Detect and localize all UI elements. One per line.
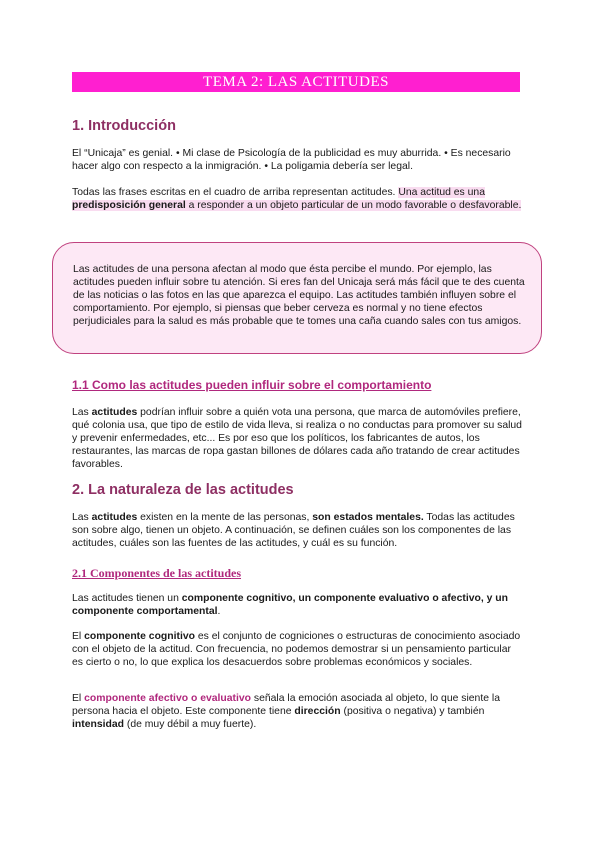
section-heading-naturaleza: 2. La naturaleza de las actitudes (72, 482, 294, 498)
callout-box (52, 242, 542, 354)
cog-a: El (72, 631, 85, 642)
nature-paragraph (72, 511, 524, 550)
p11-b: podrían influir sobre a quién vota una persona, que marca de automóviles prefiere, qué colonia usa, que tipo de estilo de vida lleva, si realiza o no conductas para promover su salud y prevenir enfermedades, etc... Es por eso que los políticos, los fabricantes de autos, los restaurantes, las marcas de ropa gastan billones de dólares cada año tratando de crear actitudes favorables. (72, 407, 522, 470)
p11-a: Las (72, 407, 92, 418)
af-c: (positiva o negativa) y también (340, 706, 485, 717)
subsection-heading-2-1: 2.1 Componentes de las actitudes (72, 566, 242, 580)
affective-component-paragraph (72, 692, 524, 731)
components-intro (72, 592, 524, 618)
definition-highlight-1: Una actitud es una (398, 187, 485, 198)
definition-highlight-2: a responder a un objeto particular de un modo favorable o desfavorable. (185, 200, 522, 211)
p2-b: existen en la mente de las personas, (137, 512, 313, 523)
definition-bold: predisposición general (72, 200, 186, 211)
p2-c: Todas las actitudes son sobre algo, tienen un objeto. A continuación, se definen cuáles son los componentes de las actitudes, cuáles son las fuentes de las actitudes, y cuál es su función. (72, 512, 515, 549)
section-heading-introduccion: 1. Introducción (72, 118, 176, 134)
af-bold3: intensidad (72, 719, 124, 730)
callout-text: Las actitudes de una persona afectan al modo que ésta percibe el mundo. Por ejemplo, las actitudes pueden influir sobre tu atención. Si eres fan del Unicaja será más fácil que te des cuenta de las noticias o las fotos en las que aparezca el equipo. Las actitudes también influyen sobre el comportamiento. Por ejemplo, si piensas que beber cerveza es normal y no tiene efectos perjudiciales para la salud es más probable que te tomes una caña cuando sales con tus amigos. (73, 264, 525, 327)
attitude-definition (72, 186, 524, 212)
af-bold2: dirección (294, 706, 341, 717)
definition-lead: Todas las frases escritas en el cuadro de arriba representan actitudes. (72, 187, 399, 198)
af-bold: componente afectivo o evaluativo (84, 693, 252, 704)
document-title: TEMA 2: LAS ACTITUDES (203, 74, 389, 90)
p11-bold: actitudes (91, 407, 138, 418)
af-d: (de muy débil a muy fuerte). (123, 719, 257, 730)
title-banner (72, 72, 520, 92)
p2-bold2: son estados mentales. (312, 512, 424, 523)
example-statements: El “Unicaja” es genial. • Mi clase de Psicología de la publicidad es muy aburrida. • Es necesario hacer algo con respecto a la inmigración. • La poligamia debería ser legal. (72, 148, 511, 172)
behavior-influence-paragraph (72, 406, 524, 471)
p21-intro-a: Las actitudes tienen un (72, 593, 182, 604)
p2-a: Las (72, 512, 92, 523)
p2-bold1: actitudes (91, 512, 138, 523)
cog-b: es el conjunto de cogniciones o estructuras de conocimiento asociado con el objeto de la actitud. Con frecuencia, no podemos demostrar si un pensamiento particular es cierto o no, lo que explica los desacuerdos sobre problemas económicos y sociales. (72, 631, 521, 668)
af-b: señala la emoción asociada al objeto, lo que siente la persona hacia el objeto. Este componente tiene (72, 693, 500, 717)
p21-intro-bold: componente cognitivo, un componente evaluativo o afectivo, y un componente comportamental (72, 593, 508, 617)
af-a: El (72, 693, 85, 704)
subsection-heading-1-1: 1.1 Como las actitudes pueden influir sobre el comportamiento (72, 378, 432, 392)
cognitive-component-paragraph (72, 630, 524, 669)
p21-intro-end: . (217, 606, 221, 617)
cog-bold: componente cognitivo (84, 631, 195, 642)
